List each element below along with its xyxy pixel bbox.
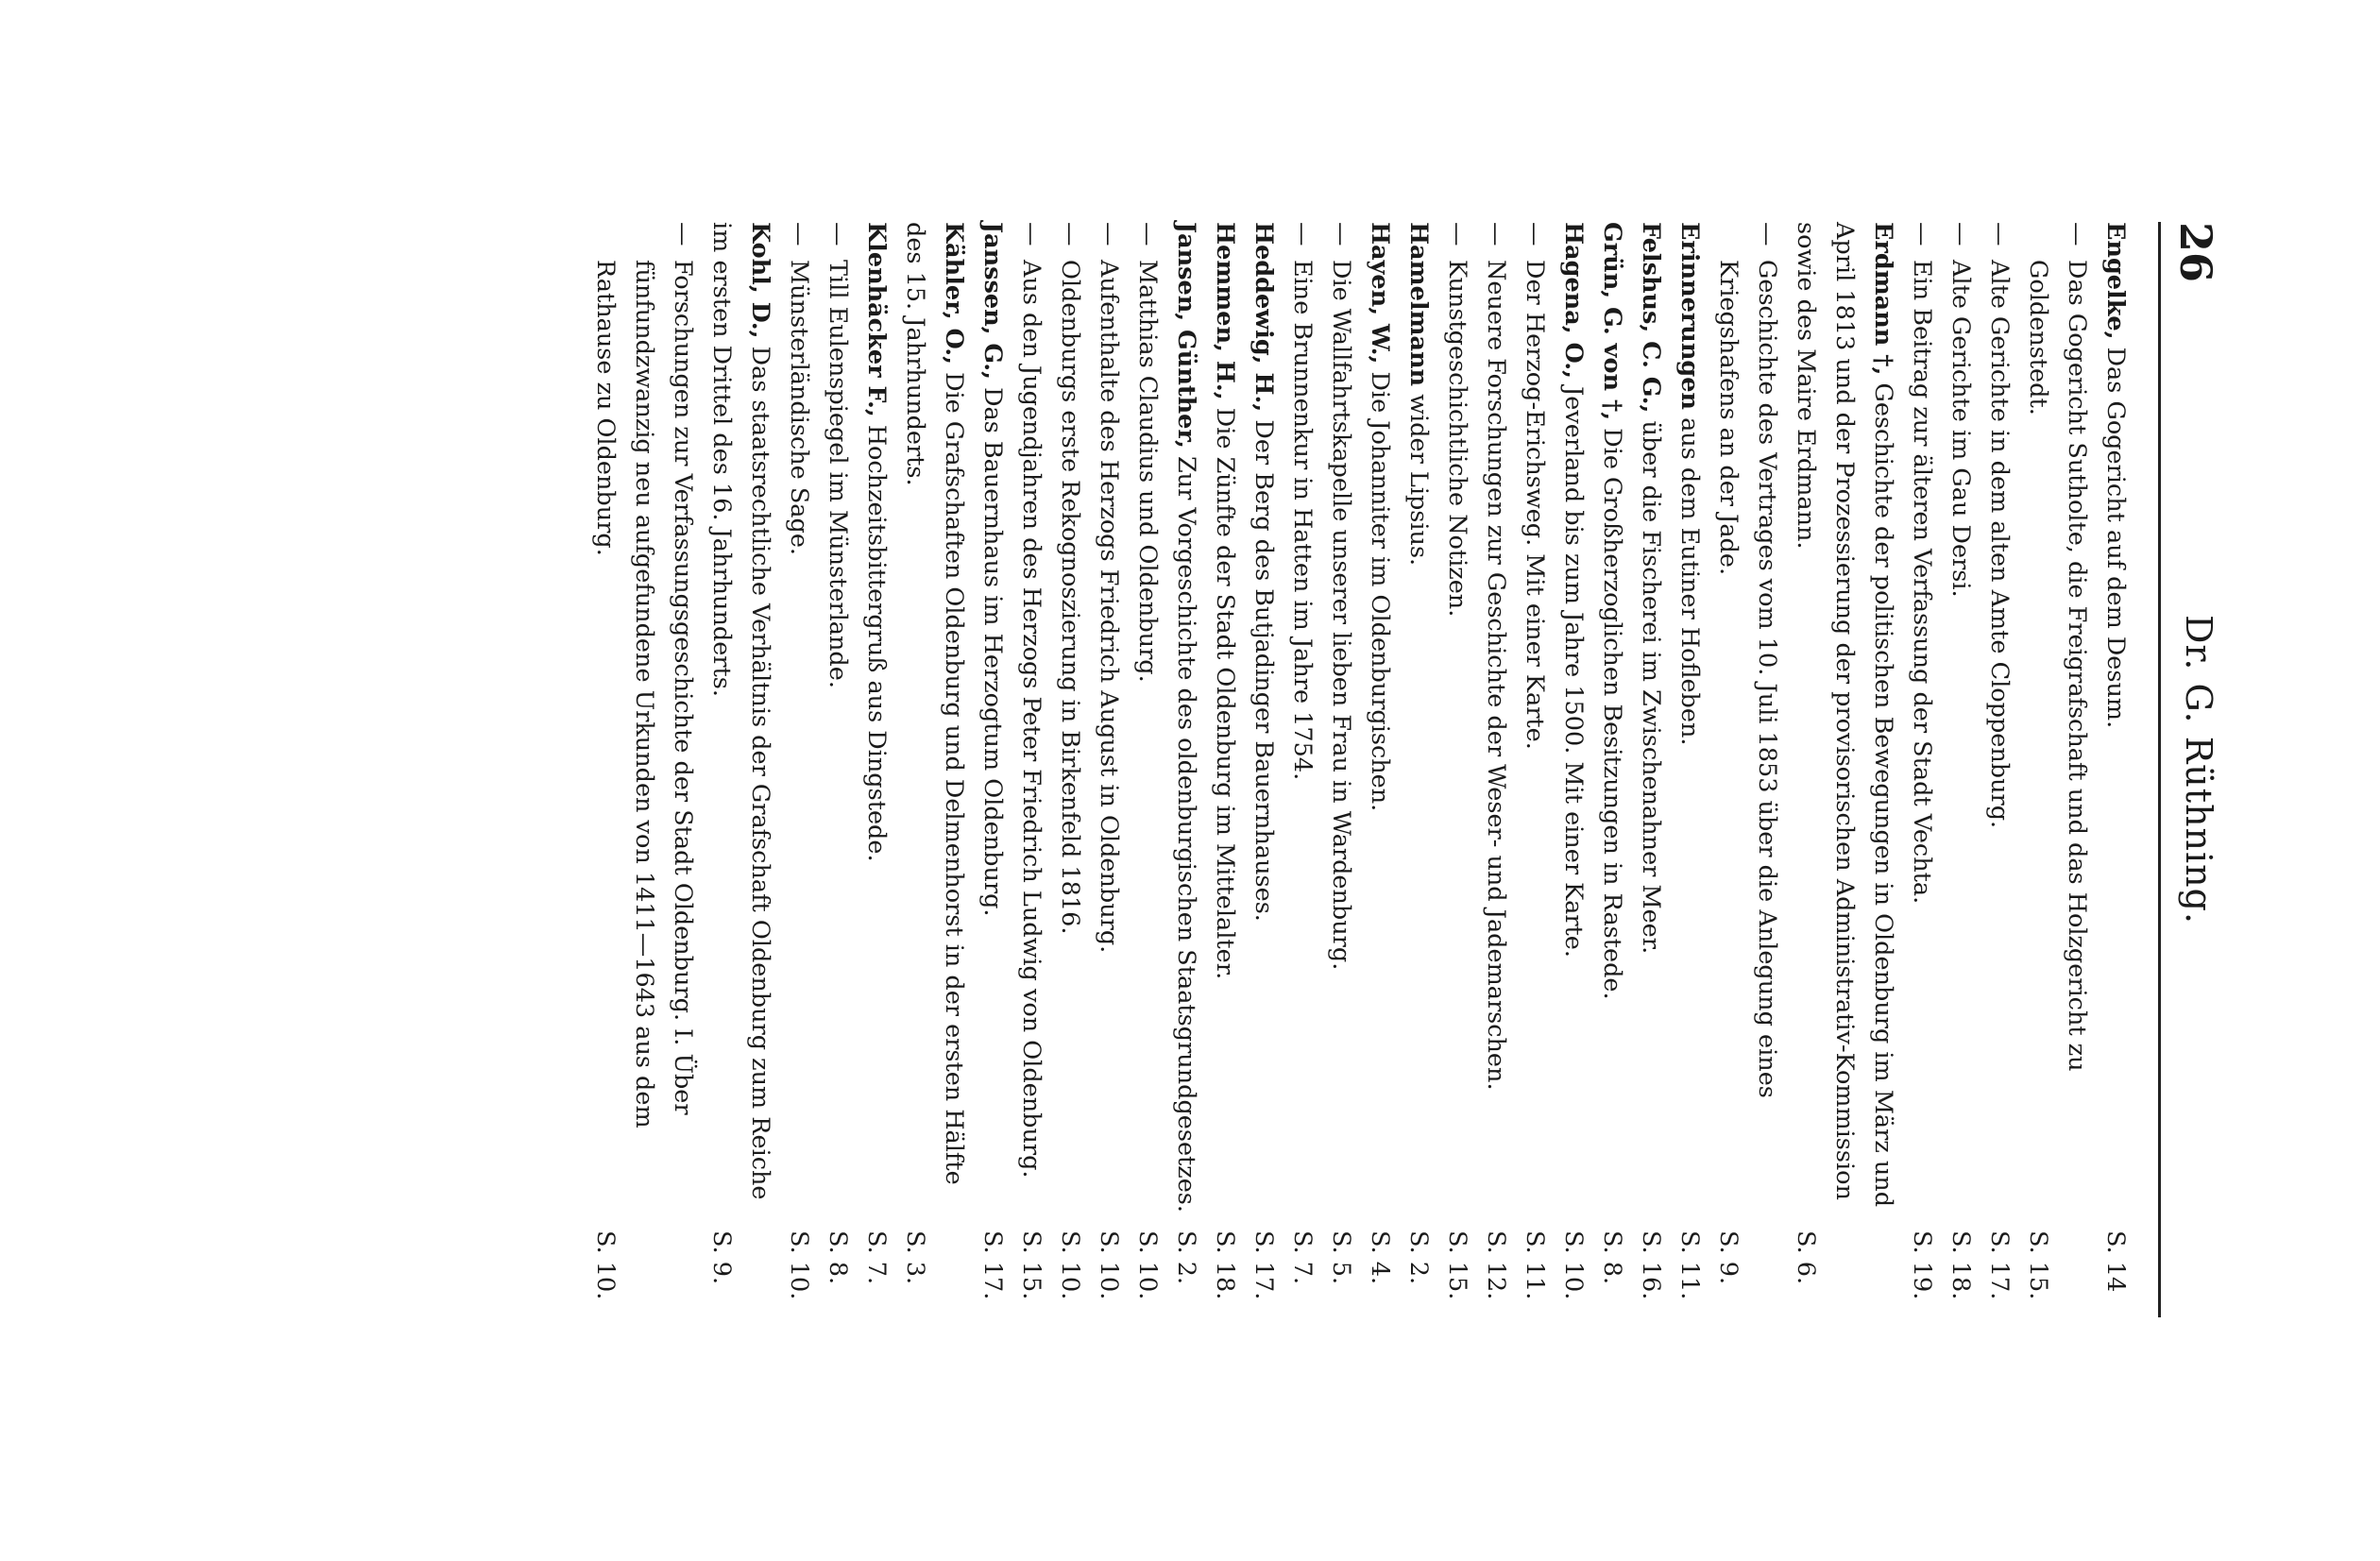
entry-author: Hayen, W., <box>1366 222 1394 365</box>
entry-title: Forschungen zur Verfassungsgeschichte der Stadt Oldenburg. I. Über fünfundzwanzig neu aufgefundene Urkunden von 1411—1643 aus dem Rathause zu Oldenburg. <box>591 260 697 1128</box>
index-entry <box>779 222 818 1317</box>
entry-author: Engelke, <box>2101 222 2130 340</box>
entry-author: Janssen, G., <box>978 222 1007 380</box>
entry-author: Erdmann †, <box>1869 222 1897 376</box>
index-entry <box>1515 222 1554 1317</box>
entry-page-ref: S. 7. <box>1288 1230 1317 1285</box>
index-entry <box>1941 222 1980 1317</box>
entry-text <box>1089 260 1128 1223</box>
index-entry <box>1980 222 2018 1317</box>
repeat-dash: — <box>2063 222 2091 246</box>
entry-page-ref: S. 2. <box>1404 1230 1433 1285</box>
index-entry <box>1050 222 1089 1317</box>
repeat-dash: — <box>1095 222 1123 246</box>
entry-page-ref: S. 11. <box>1521 1230 1549 1300</box>
entry-page-ref: S. 19. <box>1908 1230 1936 1300</box>
entry-page-ref: S. 10. <box>1056 1230 1084 1300</box>
entry-page-ref: S. 10. <box>1559 1230 1588 1300</box>
index-entry <box>1554 222 1592 1317</box>
entry-text <box>2096 184 2134 1223</box>
repeat-dash: — <box>1946 222 1975 246</box>
entry-text <box>1128 260 1166 1223</box>
repeat-dash: — <box>785 222 813 246</box>
entry-author: Hamelmann <box>1404 222 1433 387</box>
entry-title: Alte Gerichte im Gau Dersi. <box>1946 260 1975 598</box>
entry-text <box>1902 260 1941 1223</box>
entry-title: Die Grafschaften Oldenburg und Delmenhorst in der ersten Hälfte des 15. Jahrhunderts. <box>901 222 968 1185</box>
entry-title: Die Wallfahrtskapelle unserer lieben Frau in Wardenburg. <box>1327 260 1355 971</box>
entry-text <box>818 260 857 1223</box>
entry-title: Münsterländische Sage. <box>785 260 813 556</box>
entry-title: Das staatsrechtliche Verhältnis der Grafschaft Oldenburg zum Reiche im ersten Drittel des 16. Jahrhunderts. <box>707 222 774 1200</box>
index-entry <box>1128 222 1166 1317</box>
entry-title: Jeverland bis zum Jahre 1500. Mit einer Karte. <box>1559 386 1588 959</box>
repeat-dash: — <box>1017 222 1046 246</box>
entry-page-ref: S. 17. <box>1985 1230 2014 1300</box>
index-page <box>274 222 2229 1317</box>
entry-title: Aufenthalte des Herzogs Friedrich August in Oldenburg. <box>1095 260 1123 954</box>
index-entry <box>2018 222 2096 1317</box>
index-entry <box>2096 222 2134 1317</box>
entry-title: Matthias Claudius und Oldenburg. <box>1133 260 1162 683</box>
repeat-dash: — <box>824 222 852 246</box>
entry-text <box>779 260 818 1223</box>
running-head-author: Dr. G. Rüthning. <box>2178 614 2219 925</box>
entry-author: Jansen, Günther, <box>1172 222 1200 449</box>
index-entry <box>1670 222 1708 1317</box>
index-entry <box>1244 222 1283 1317</box>
entry-text <box>1205 184 1244 1223</box>
repeat-dash: — <box>1133 222 1162 246</box>
entry-page-ref: S. 16. <box>1637 1230 1665 1300</box>
repeat-dash: — <box>1521 222 1549 246</box>
entry-page-ref: S. 14 <box>2101 1230 2130 1293</box>
entry-title: Geschichte des Vertrages vom 10. Juli 1853 über die Anlegung eines Kriegshafens an der Jade. <box>1714 260 1781 1098</box>
entry-text <box>1166 184 1205 1223</box>
entry-title: Das Gogericht auf dem Desum. <box>2101 347 2130 729</box>
entry-page-ref: S. 15. <box>2024 1230 2052 1300</box>
index-entry <box>973 222 1012 1317</box>
entry-text <box>586 260 702 1223</box>
index-entry <box>586 222 702 1317</box>
entry-page-ref: S. 18. <box>1211 1230 1239 1300</box>
entry-page-ref: S. 4. <box>1366 1230 1394 1285</box>
entry-text <box>1244 184 1283 1223</box>
entry-text <box>1012 260 1050 1223</box>
index-entry <box>1012 222 1050 1317</box>
entry-text <box>1399 184 1437 1223</box>
entry-title: Hochzeitsbittergruß aus Dingstede. <box>862 424 891 862</box>
entry-page-ref: S. 10. <box>785 1230 813 1300</box>
entry-text <box>2018 260 2096 1223</box>
entry-text <box>857 184 895 1223</box>
index-entry <box>857 222 895 1317</box>
entry-title: Das Gogericht Sutholte, die Freigrafschaft und das Holzgericht zu Goldenstedt. <box>2024 260 2091 1072</box>
entry-title: Kunstgeschichtliche Notizen. <box>1443 260 1471 618</box>
entry-page-ref: S. 9. <box>707 1230 736 1285</box>
repeat-dash: — <box>1327 222 1355 246</box>
header-rule <box>2158 222 2161 1317</box>
index-entry <box>1360 222 1399 1317</box>
index-entry <box>1205 222 1244 1317</box>
entry-text <box>1476 260 1515 1223</box>
entry-title: Das Bauernhaus im Herzogtum Oldenburg. <box>978 387 1007 917</box>
index-entry <box>1437 222 1476 1317</box>
repeat-dash: — <box>1985 222 2014 246</box>
index-entry <box>895 222 973 1317</box>
repeat-dash: — <box>1056 222 1084 246</box>
entry-page-ref: S. 15. <box>1017 1230 1046 1300</box>
entry-text <box>702 184 779 1223</box>
entry-title: Die Großherzoglichen Besitzungen in Rastede. <box>1598 428 1626 1000</box>
entry-author: Kohl, D., <box>746 222 774 339</box>
entry-page-ref: S. 12. <box>1482 1230 1510 1300</box>
entry-title: Der Herzog-Erichsweg. Mit einer Karte. <box>1521 260 1549 750</box>
entry-page-ref: S. 18. <box>1946 1230 1975 1300</box>
index-entry <box>1321 222 1360 1317</box>
entry-text <box>1283 260 1321 1223</box>
entry-title: Ein Beitrag zur älteren Verfassung der Stadt Vechta. <box>1908 260 1936 905</box>
entry-title: über die Fischerei im Zwischenahner Meer. <box>1637 420 1665 955</box>
entry-author: Grün, G. von †, <box>1598 222 1626 421</box>
entry-author: Klenhäcker F., <box>862 222 891 417</box>
entry-page-ref: S. 17. <box>978 1230 1007 1300</box>
entry-text <box>1554 184 1592 1223</box>
entry-text <box>973 184 1012 1223</box>
entry-page-ref: S. 3. <box>901 1230 929 1285</box>
entry-page-ref: S. 8. <box>824 1230 852 1285</box>
entry-text <box>1321 260 1360 1223</box>
entry-title: Till Eulenspiegel im Münsterlande. <box>824 260 852 688</box>
entry-author: Heddewig, H., <box>1250 222 1278 413</box>
entry-title: Neuere Forschungen zur Geschichte der Weser- und Jademarschen. <box>1482 260 1510 1091</box>
entry-text <box>1980 260 2018 1223</box>
entry-title: Aus den Jugendjahren des Herzogs Peter Friedrich Ludwig von Oldenburg. <box>1017 260 1046 1179</box>
entry-text <box>1050 260 1089 1223</box>
entry-text <box>1360 184 1399 1223</box>
entry-page-ref: S. 5. <box>1327 1230 1355 1285</box>
entry-title: Zur Vorgeschichte des oldenburgischen Staatsgrundgesetzes. <box>1172 455 1200 1213</box>
entry-author: Erinnerungen <box>1675 222 1704 410</box>
repeat-dash: — <box>1908 222 1936 246</box>
entry-page-ref: S. 10. <box>1095 1230 1123 1300</box>
entry-text <box>1631 184 1670 1223</box>
page-number: 26 <box>2170 222 2221 283</box>
index-entry <box>1708 222 1786 1317</box>
entry-author: Hemmen, H., <box>1211 222 1239 400</box>
entry-author: Kähler, O., <box>940 222 968 365</box>
entry-text <box>1708 260 1786 1223</box>
index-entry <box>1592 222 1631 1317</box>
entry-title: aus dem Eutiner Hofleben. <box>1675 417 1704 746</box>
entry-page-ref: S. 15. <box>1443 1230 1471 1300</box>
entry-text <box>895 184 973 1223</box>
entry-text <box>1786 184 1902 1223</box>
index-entry <box>1283 222 1321 1317</box>
entry-page-ref: S. 17. <box>1250 1230 1278 1300</box>
entry-title: Geschichte der politischen Bewegungen in Oldenburg im März und April 1813 und der Prozessierung der provisorischen Administrativ-Kommission sowie des Maire Erdmann. <box>1792 222 1897 1208</box>
index-entry <box>1089 222 1128 1317</box>
entry-text <box>1941 260 1980 1223</box>
entry-page-ref: S. 2. <box>1172 1230 1200 1285</box>
entry-title: Alte Gerichte in dem alten Amte Cloppenburg. <box>1985 260 2014 829</box>
index-entry <box>1902 222 1941 1317</box>
index-entry <box>1399 222 1437 1317</box>
entry-page-ref: S. 11. <box>1675 1230 1704 1300</box>
entry-title: wider Lipsius. <box>1404 394 1433 567</box>
index-entry <box>1786 222 1902 1317</box>
entry-title: Der Berg des Butjadinger Bauernhauses. <box>1250 419 1278 922</box>
entry-title: Oldenburgs erste Rekognoszierung in Birkenfeld 1816. <box>1056 260 1084 935</box>
entry-page-ref: S. 6. <box>1792 1230 1820 1285</box>
entry-text <box>1437 260 1476 1223</box>
index-entry <box>702 222 779 1317</box>
repeat-dash: — <box>1482 222 1510 246</box>
entry-text <box>1592 184 1631 1223</box>
index-entry <box>818 222 857 1317</box>
index-entries <box>586 222 2134 1317</box>
repeat-dash: — <box>1443 222 1471 246</box>
entry-title: Die Johanniter im Oldenburgischen. <box>1366 371 1394 812</box>
entry-page-ref: S. 10. <box>591 1230 620 1300</box>
entry-page-ref: S. 10. <box>1133 1230 1162 1300</box>
index-entry <box>1166 222 1205 1317</box>
entry-text <box>1670 184 1708 1223</box>
entry-author: Hagena, O., <box>1559 222 1588 379</box>
repeat-dash: — <box>1753 222 1781 246</box>
entry-page-ref: S. 9. <box>1714 1230 1742 1285</box>
index-entry <box>1631 222 1670 1317</box>
entry-text <box>1515 260 1554 1223</box>
entry-page-ref: S. 7. <box>862 1230 891 1285</box>
entry-title: Eine Brunnenkur in Hatten im Jahre 1754. <box>1288 260 1317 781</box>
repeat-dash: — <box>669 222 697 246</box>
entry-page-ref: S. 8. <box>1598 1230 1626 1285</box>
repeat-dash: — <box>1288 222 1317 246</box>
index-entry <box>1476 222 1515 1317</box>
entry-author: Felshus, C. G., <box>1637 222 1665 414</box>
page-header <box>2172 222 2229 1317</box>
entry-title: Die Zünfte der Stadt Oldenburg im Mittelalter. <box>1211 407 1239 980</box>
